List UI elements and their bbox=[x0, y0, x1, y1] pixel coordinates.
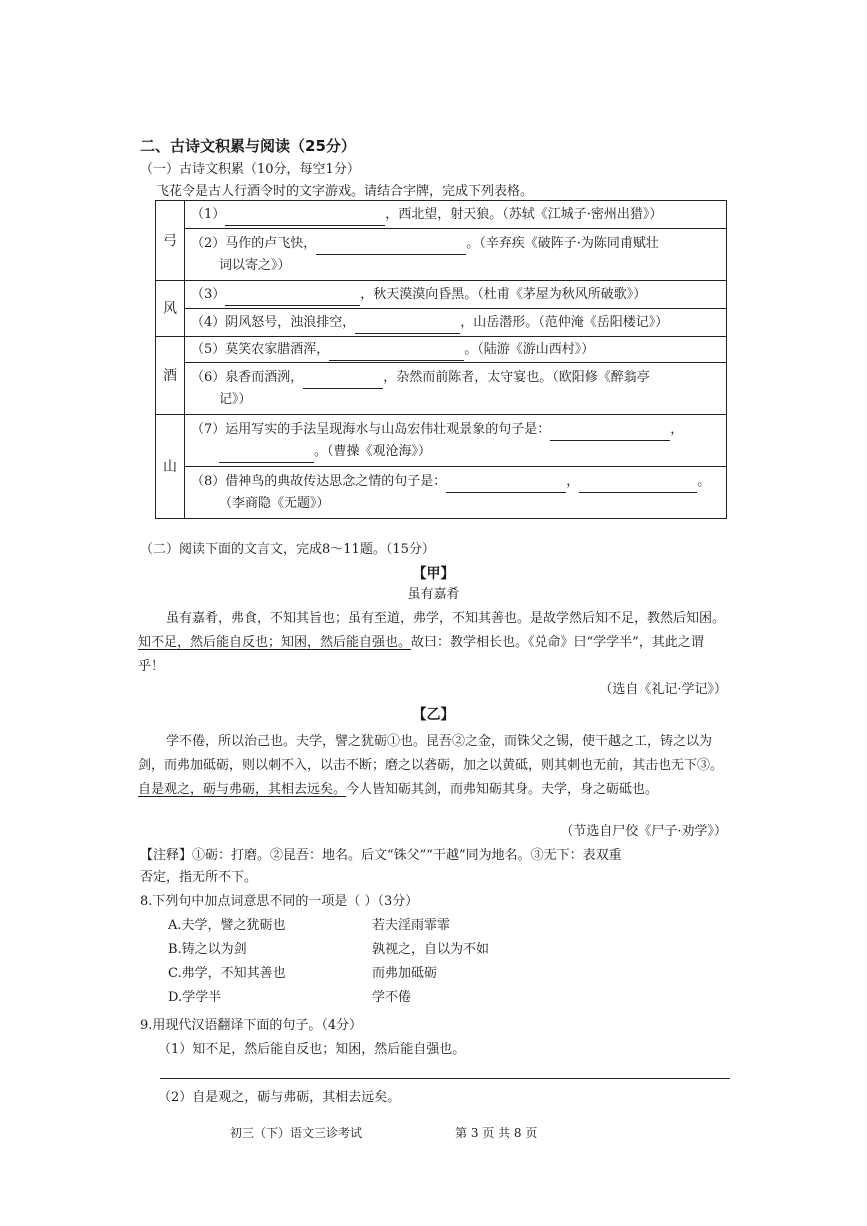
row-1: （1） ，西北望，射天狼。（苏轼《江城子·密州出猎》） bbox=[185, 201, 727, 229]
char-jiu: 酒 bbox=[156, 337, 185, 415]
row-3: （3） ，秋天漠漠向昏黑。（杜甫《茅屋为秋风所破歌》） bbox=[185, 281, 727, 309]
row-5: （5）莫笑农家腊酒浑， 。（陆游《游山西村》） bbox=[185, 337, 727, 363]
underlined-sentence-1: 知不足，然后能自反也；知困，然后能自强也。 bbox=[138, 635, 412, 650]
blank-6[interactable] bbox=[303, 374, 383, 389]
section-title: 二、古诗文积累与阅读（25分） bbox=[140, 137, 356, 155]
blank-3[interactable] bbox=[225, 291, 360, 306]
passage-jia-body: 虽有嘉肴，弗食，不知其旨也；虽有至道，弗学，不知其善也。是故学然后知不足，教然后知困。知不足，然后能自反也；知困，然后能自强也。故曰：教学相长也。《兑命》曰“学学半”，其此之谓乎！ bbox=[138, 611, 726, 674]
question-9-sentence-2: （2）自是观之，砺与弗砺，其相去远矣。 bbox=[158, 1090, 401, 1105]
footer-page-number: 第 3 页 共 8 页 bbox=[455, 1126, 538, 1140]
annotation-line-2: 否定，指无所不下。 bbox=[140, 870, 258, 885]
question-9-stem: 9.用现代汉语翻译下面的句子。（4分） bbox=[140, 1018, 363, 1033]
char-shan: 山 bbox=[156, 415, 185, 519]
footer-exam-name: 初三（下）语文三诊考试 bbox=[230, 1126, 363, 1140]
feihualing-table bbox=[155, 200, 727, 519]
blank-5[interactable] bbox=[329, 346, 464, 361]
passage-yi-source: （节选自尸佼《尸子·劝学》） bbox=[560, 824, 727, 839]
row-6: （6）泉香而酒洌， ，杂然而前陈者，太守宴也。（欧阳修《醉翁亭 记》） bbox=[185, 363, 727, 415]
passage-jia-label: 【甲】 bbox=[412, 566, 455, 582]
underlined-sentence-2: 自是观之，砺与弗砺，其相去远矣。 bbox=[138, 782, 347, 797]
blank-4[interactable] bbox=[355, 319, 460, 334]
blank-8a[interactable] bbox=[446, 478, 566, 493]
option-a-left[interactable]: A.夫学，譬之犹砺也 bbox=[168, 918, 286, 933]
char-gong: 弓 bbox=[156, 201, 185, 281]
option-d-left[interactable]: D.学学半 bbox=[168, 990, 222, 1005]
option-c-right: 而弗加砥砺 bbox=[372, 966, 438, 981]
row-8: （8）借神鸟的典故传达思念之情的句子是： ， 。 （李商隐《无题》） bbox=[185, 467, 727, 519]
table-instruction: 飞花令是古人行酒令时的文字游戏。请结合字牌，完成下列表格。 bbox=[156, 184, 534, 199]
option-d-right: 学不倦 bbox=[372, 990, 412, 1005]
passage-yi-label: 【乙】 bbox=[412, 707, 455, 723]
blank-2[interactable] bbox=[316, 240, 466, 255]
option-b-left[interactable]: B.铸之以为剑 bbox=[168, 942, 247, 957]
blank-7a[interactable] bbox=[550, 426, 670, 441]
passage-yi-body: 学不倦，所以治己也。夫学，譬之犹砺①也。昆吾②之金，而铢父之锡，使干越之工，铸之以为剑，而弗加砥砺，则以刺不入，以击不断；磨之以砻砺，加之以黄砥，则其刺也无前，其击也无下③。自是观之，砺与弗砺，其相去远矣。今人皆知砺其剑，而弗知砺其身。夫学，身之砺砥也。 bbox=[138, 734, 724, 797]
char-feng: 风 bbox=[156, 281, 185, 337]
row-2: （2）马作的卢飞快， 。（辛弃疾《破阵子·为陈同甫赋壮 词以寄之》） bbox=[185, 229, 727, 281]
blank-1[interactable] bbox=[225, 211, 385, 226]
subsection-2-title: （二）阅读下面的文言文，完成8～11题。（15分） bbox=[140, 542, 435, 557]
row-4: （4）阴风怒号，浊浪排空， ，山岳潜形。（范仲淹《岳阳楼记》） bbox=[185, 309, 727, 337]
option-b-right: 孰视之，自以为不如 bbox=[372, 942, 490, 957]
option-a-right: 若夫淫雨霏霏 bbox=[372, 918, 451, 933]
subsection-1-title: （一）古诗文积累（10分，每空1分） bbox=[140, 162, 360, 177]
passage-jia-title: 虽有嘉肴 bbox=[407, 587, 460, 602]
option-c-left[interactable]: C.弗学，不知其善也 bbox=[168, 966, 286, 981]
question-9-sentence-1: （1）知不足，然后能自反也；知困，然后能自强也。 bbox=[158, 1042, 466, 1057]
annotation-line-1: 【注释】①砺：打磨。②昆吾：地名。后文“铢父”“干越”同为地名。③无下：表双重 bbox=[140, 848, 622, 863]
blank-7b[interactable] bbox=[219, 448, 314, 463]
passage-jia-source: （选自《礼记·学记》） bbox=[599, 682, 727, 697]
answer-line-1[interactable] bbox=[160, 1078, 730, 1079]
question-8-stem: 8.下列句中加点词意思不同的一项是（ ）（3分） bbox=[140, 894, 419, 909]
row-7: （7）运用写实的手法呈现海水与山岛宏伟壮观景象的句子是： ， 。（曹操《观沧海》） bbox=[185, 415, 727, 467]
blank-8b[interactable] bbox=[579, 478, 697, 493]
